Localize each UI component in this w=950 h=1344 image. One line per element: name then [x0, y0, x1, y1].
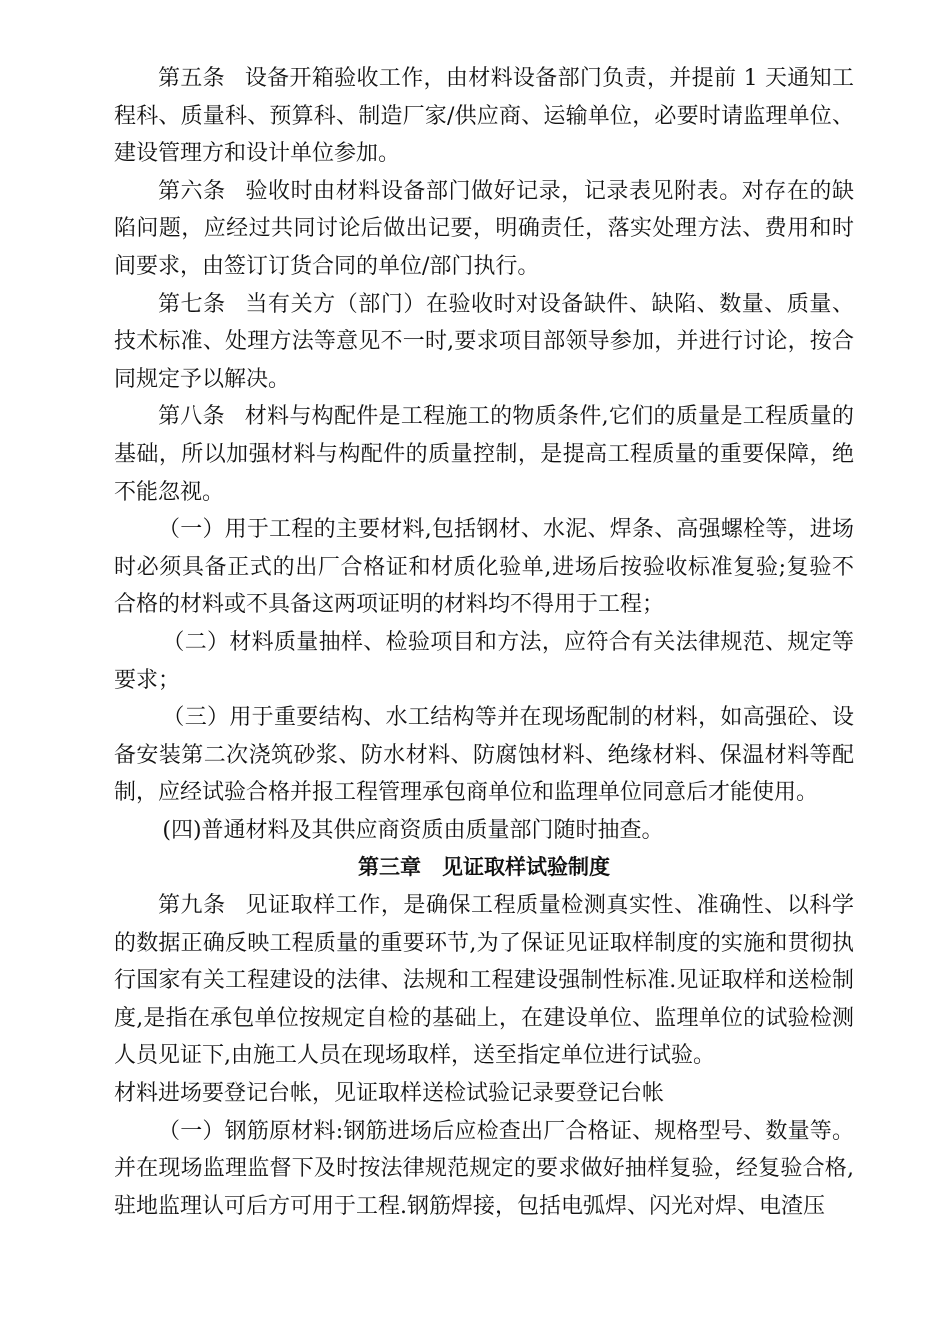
article-7: [114, 286, 854, 399]
article-5-text: 设备开箱验收工作，由材料设备部门负责，并提前 1 天通知工程科、质量科、预算科、制造厂家/供应商、运输单位，必要时请监理单位、建设管理方和设计单位参加。: [114, 66, 854, 167]
article-9-label: 第九条: [158, 893, 226, 919]
article-8-item-1: （一）用于工程的主要材料,包括钢材、水泥、焊条、高强螺栓等，进场时必须具备正式的出厂合格证和材质化验单,进场后按验收标准复验;复验不合格的材料或不具备这两项证明的材料均不得用于工程；: [114, 517, 854, 618]
article-7-label: 第七条: [158, 291, 226, 317]
article-8: [114, 398, 854, 511]
article-6-text: 验收时由材料设备部门做好记录，记录表见附表。对存在的缺陷问题，应经过共同讨论后做出记要，明确责任，落实处理方法、费用和时间要求，由签订订货合同的单位/部门执行。: [114, 178, 854, 279]
article-9-text: 见证取样工作，是确保工程质量检测真实性、准确性、以科学的数据正确反映工程质量的重要环节,为了保证见证取样制度的实施和贯彻执行国家有关工程建设的法律、法规和工程建设强制性标准.见证取样和送检制度,是指在承包单位按规定自检的基础上，在建设单位、监理单位的试验检测人员见证下,由施工人员在现场取样，送至指定单位进行试验。: [114, 893, 854, 1069]
article-8-item-4: (四)普通材料及其供应商资质由质量部门随时抽查。: [162, 817, 664, 843]
article-8-label: 第八条: [158, 404, 225, 430]
document-page: [114, 0, 854, 1225]
article-6-label: 第六条: [158, 178, 226, 204]
ledger-note: 材料进场要登记台帐，见证取样送检试验记录要登记台帐: [114, 1081, 665, 1107]
chapter-title: 第三章 见证取样试验制度: [358, 855, 610, 880]
article-9: [114, 887, 854, 1075]
article-8-item-2: （二）材料质量抽样、检验项目和方法，应符合有关法律规范、规定等要求；: [114, 629, 854, 693]
article-8-item-3: （三）用于重要结构、水工结构等并在现场配制的材料，如高强砼、设备安装第二次浇筑砂浆、防水材料、防腐蚀材料、绝缘材料、保温材料等配制，应经试验合格并报工程管理承包商单位和监理单位同意后才能使用。: [114, 705, 854, 806]
article-9-item-1: （一）钢筋原材料:钢筋进场后应检查出厂合格证、规格型号、数量等。并在现场监理监督下及时按法律规范规定的要求做好抽样复验，经复验合格,驻地监理认可后方可用于工程.钢筋焊接，包括电弧焊、闪光对焊、电渣压: [114, 1118, 854, 1219]
article-7-text: 当有关方（部门）在验收时对设备缺件、缺陷、数量、质量、技术标准、处理方法等意见不一时,要求项目部领导参加，并进行讨论，按合同规定予以解决。: [114, 291, 854, 392]
article-6: [114, 173, 854, 286]
article-5-label: 第五条: [158, 66, 226, 91]
article-5: [114, 60, 854, 173]
article-8-text: 材料与构配件是工程施工的物质条件,它们的质量是工程质量的基础，所以加强材料与构配件的质量控制，是提高工程质量的重要保障，绝不能忽视。: [114, 404, 854, 505]
